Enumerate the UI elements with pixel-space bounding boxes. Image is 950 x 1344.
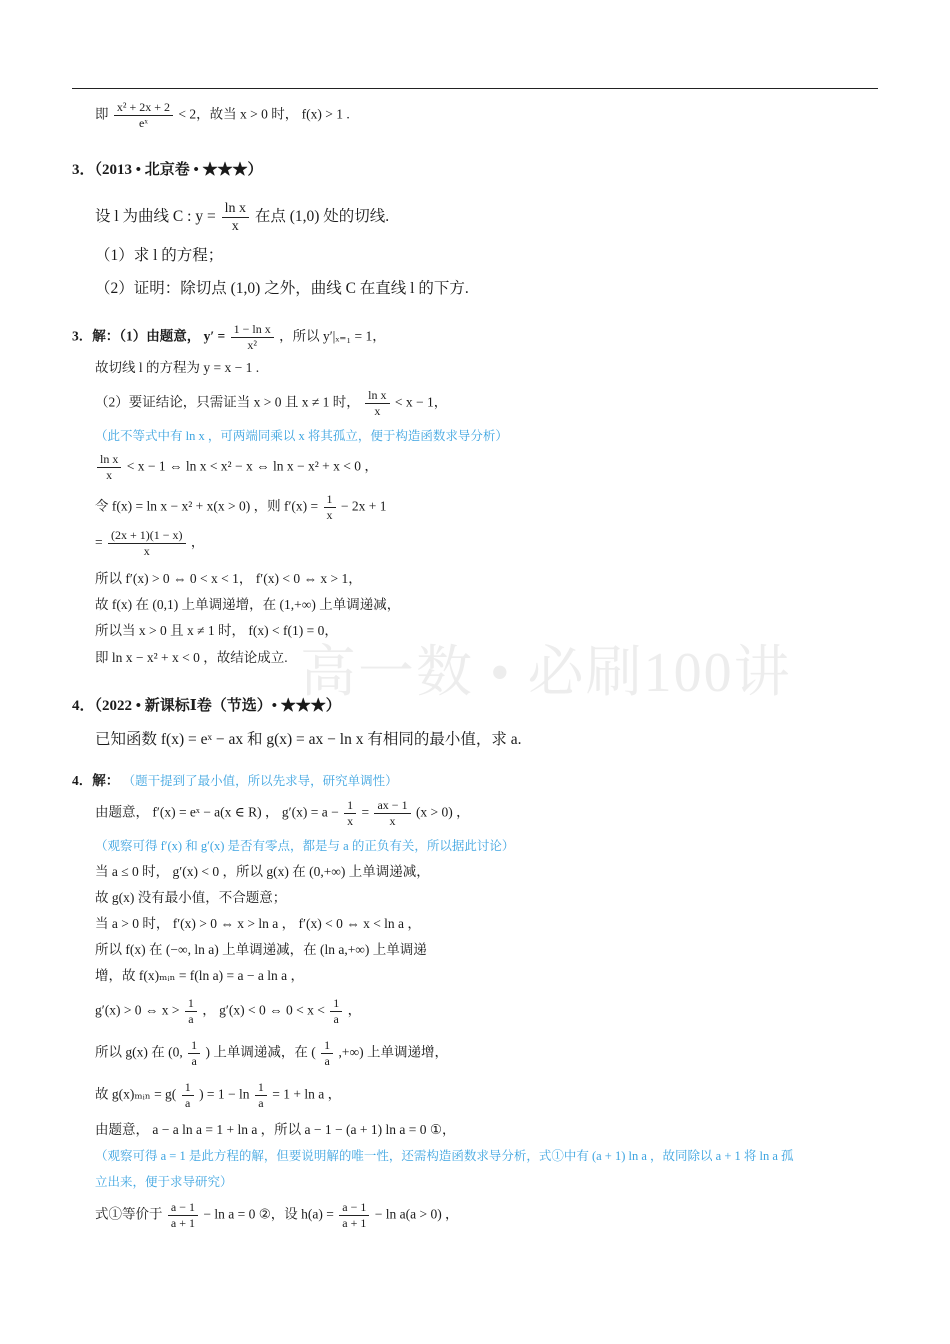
denominator: x (231, 219, 239, 234)
problem-3-part-1: （1）求 l 的方程； (95, 247, 224, 264)
solution-4-line-5: 当 a > 0 时， f′(x) > 0 ⇔ x > ln a ， f′(x) < 0 ⇔ x < ln a ， (95, 916, 421, 931)
numerator: 1 (344, 798, 356, 814)
numerator: ln x (97, 452, 121, 468)
fraction (374, 798, 410, 829)
fraction (339, 1200, 369, 1231)
text: 由题意， f′(x) = eˣ − a(x ∈ R) ， g′(x) = a − (95, 804, 339, 820)
denominator: x (389, 814, 396, 828)
text: − ln a(a > 0) ， (374, 1206, 459, 1222)
text: 即 (95, 106, 109, 122)
denominator: x (326, 508, 333, 522)
text: = (361, 804, 370, 820)
fraction (188, 1038, 200, 1069)
denominator: x (106, 468, 113, 482)
problem-4-statement: 已知函数 f(x) = eˣ − ax 和 g(x) = ax − ln x 有相同的最小值，求 a. (95, 731, 522, 748)
note: （题干提到了最小值，所以先求导，研究单调性） (122, 774, 398, 788)
fraction (168, 1200, 198, 1231)
solution-3-line-5 (95, 492, 387, 523)
text: (x > 0) ， (415, 804, 470, 820)
denominator: a (188, 1012, 194, 1026)
solution-3-line-8: 故 f(x) 在 (0,1) 上单调递增，在 (1,+∞) 上单调递减， (95, 597, 401, 612)
text: − ln a = 0 ②，设 h(a) = (203, 1206, 334, 1222)
solution-4-note-2-line-2: 立出来，便于求导研究） (95, 1175, 233, 1189)
solution-3-line-7: 所以 f′(x) > 0 ⇔ 0 < x < 1， f′(x) < 0 ⇔ x > 1， (95, 571, 362, 586)
text: ，所以 y′|ₓ₌₁ = 1， (279, 328, 386, 344)
top-rule (72, 88, 878, 89)
numerator: a − 1 (168, 1200, 198, 1216)
numerator: ax − 1 (374, 798, 410, 814)
fraction (324, 492, 336, 523)
denominator: a + 1 (170, 1216, 195, 1230)
solution-3-line-9: 所以当 x > 0 且 x ≠ 1 时， f(x) < f(1) = 0， (95, 623, 338, 638)
text: 故 g(x)ₘᵢₙ = g( (95, 1086, 177, 1102)
solution-3-line-1 (72, 322, 386, 353)
solution-3-line-6 (95, 528, 204, 559)
numerator: 1 (330, 996, 342, 1012)
denominator: a (333, 1012, 339, 1026)
text: 所以 g(x) 在 (0, (95, 1044, 183, 1060)
numerator: a − 1 (339, 1200, 369, 1216)
text: （2）要证结论，只需证当 x > 0 且 x ≠ 1 时， (95, 394, 360, 410)
numerator: 1 − ln x (231, 322, 274, 338)
numerator: 1 (324, 492, 336, 508)
solution-4-line-9 (95, 1038, 448, 1069)
solution-3-line-3 (95, 388, 447, 419)
fraction (185, 996, 197, 1027)
problem-3-header: 3．（2013 • 北京卷 • ★★★） (72, 162, 263, 178)
denominator: eˣ (139, 116, 148, 130)
numerator: 1 (321, 1038, 333, 1054)
text: 4．解： (72, 773, 120, 788)
fraction (222, 200, 249, 235)
text: < x − 1 ⇔ ln x < x² − x ⇔ ln x − x² + x < 0 ， (126, 458, 378, 474)
solution-3-line-2: 故切线 l 的方程为 y = x − 1 . (95, 360, 260, 375)
fraction (255, 1080, 267, 1111)
text: ， (347, 1002, 362, 1018)
text: ) 上单调递减，在 ( (205, 1044, 316, 1060)
solution-4-line-6: 所以 f(x) 在 (−∞, ln a) 上单调递减，在 (ln a,+∞) 上单调递 (95, 942, 427, 957)
problem-3-part-2: （2）证明：除切点 (1,0) 之外，曲线 C 在直线 l 的下方. (95, 280, 469, 297)
fraction (231, 322, 274, 353)
denominator: x (347, 814, 354, 828)
text: = (95, 534, 103, 550)
fraction (330, 996, 342, 1027)
denominator: x (143, 544, 150, 558)
numerator: (2x + 1)(1 − x) (108, 528, 186, 544)
solution-4-line-3: 当 a ≤ 0 时， g′(x) < 0 ，所以 g(x) 在 (0,+∞) 上单调递减， (95, 864, 430, 879)
fraction (365, 388, 389, 419)
solution-4-note-1: （观察可得 f′(x) 和 g′(x) 是否有零点，都是与 a 的正负有关，所以据此讨论） (95, 839, 515, 853)
numerator: ln x (365, 388, 389, 404)
watermark: 高一数 • 必刷100讲 (300, 642, 792, 704)
text: ,+∞) 上单调递增， (338, 1044, 448, 1060)
text: ， g′(x) < 0 ⇔ 0 < x < (202, 1002, 325, 1018)
solution-3-line-10: 即 ln x − x² + x < 0 ，故结论成立. (95, 650, 288, 665)
prev-conclusion (95, 100, 350, 131)
text: < 2，故当 x > 0 时， f(x) > 1 . (178, 106, 350, 122)
text: g′(x) > 0 ⇔ x > (95, 1002, 180, 1018)
solution-4-line-1 (72, 771, 398, 791)
solution-4-note-2-line-1: （观察可得 a = 1 是此方程的解，但要说明解的唯一性，还需构造函数求导分析，式①中有 (a + 1) ln a ，故同除以 a + 1 将 ln a 孤 (95, 1149, 794, 1163)
fraction (182, 1080, 194, 1111)
denominator: a + 1 (342, 1216, 367, 1230)
text: 设 l 为曲线 C : y = (95, 208, 216, 226)
fraction (108, 528, 186, 559)
solution-4-line-12 (95, 1200, 459, 1231)
denominator: a (324, 1054, 330, 1068)
numerator: 1 (185, 996, 197, 1012)
denominator: a (258, 1096, 264, 1110)
text: 令 f(x) = ln x − x² + x(x > 0) ，则 f′(x) = (95, 498, 319, 514)
problem-3-statement (95, 200, 389, 235)
numerator: ln x (222, 200, 249, 218)
denominator: a (185, 1096, 191, 1110)
solution-4-line-4: 故 g(x) 没有最小值，不合题意； (95, 890, 287, 905)
denominator: x (374, 404, 381, 418)
numerator: x² + 2x + 2 (114, 100, 173, 116)
text: − 2x + 1 (340, 498, 387, 514)
solution-3-line-4 (95, 452, 378, 483)
fraction (97, 452, 121, 483)
text: ， (190, 534, 205, 550)
problem-4-header: 4．（2022 • 新课标Ⅰ卷（节选）• ★★★） (72, 698, 341, 714)
solution-4-line-7: 增，故 f(x)ₘᵢₙ = f(ln a) = a − a ln a ， (95, 968, 304, 983)
solution-3-note: （此不等式中有 ln x ，可两端同乘以 x 将其孤立，便于构造函数求导分析） (95, 429, 508, 443)
solution-4-line-8 (95, 996, 361, 1027)
text: 3．解：（1）由题意， y′ = (72, 328, 226, 344)
solution-4-line-10 (95, 1080, 341, 1111)
denominator: x² (247, 338, 257, 352)
numerator: 1 (255, 1080, 267, 1096)
numerator: 1 (182, 1080, 194, 1096)
solution-4-line-2 (95, 798, 470, 829)
text: < x − 1， (394, 394, 448, 410)
text: 在点 (1,0) 处的切线. (254, 208, 390, 226)
solution-4-line-11: 由题意， a − a ln a = 1 + ln a ，所以 a − 1 − (a + 1) ln a = 0 ①， (95, 1122, 456, 1137)
fraction (344, 798, 356, 829)
text: = 1 + ln a ， (272, 1086, 342, 1102)
text: 式①等价于 (95, 1206, 163, 1222)
fraction (114, 100, 173, 131)
fraction (321, 1038, 333, 1069)
text: ) = 1 − ln (199, 1086, 250, 1102)
denominator: a (191, 1054, 197, 1068)
numerator: 1 (188, 1038, 200, 1054)
